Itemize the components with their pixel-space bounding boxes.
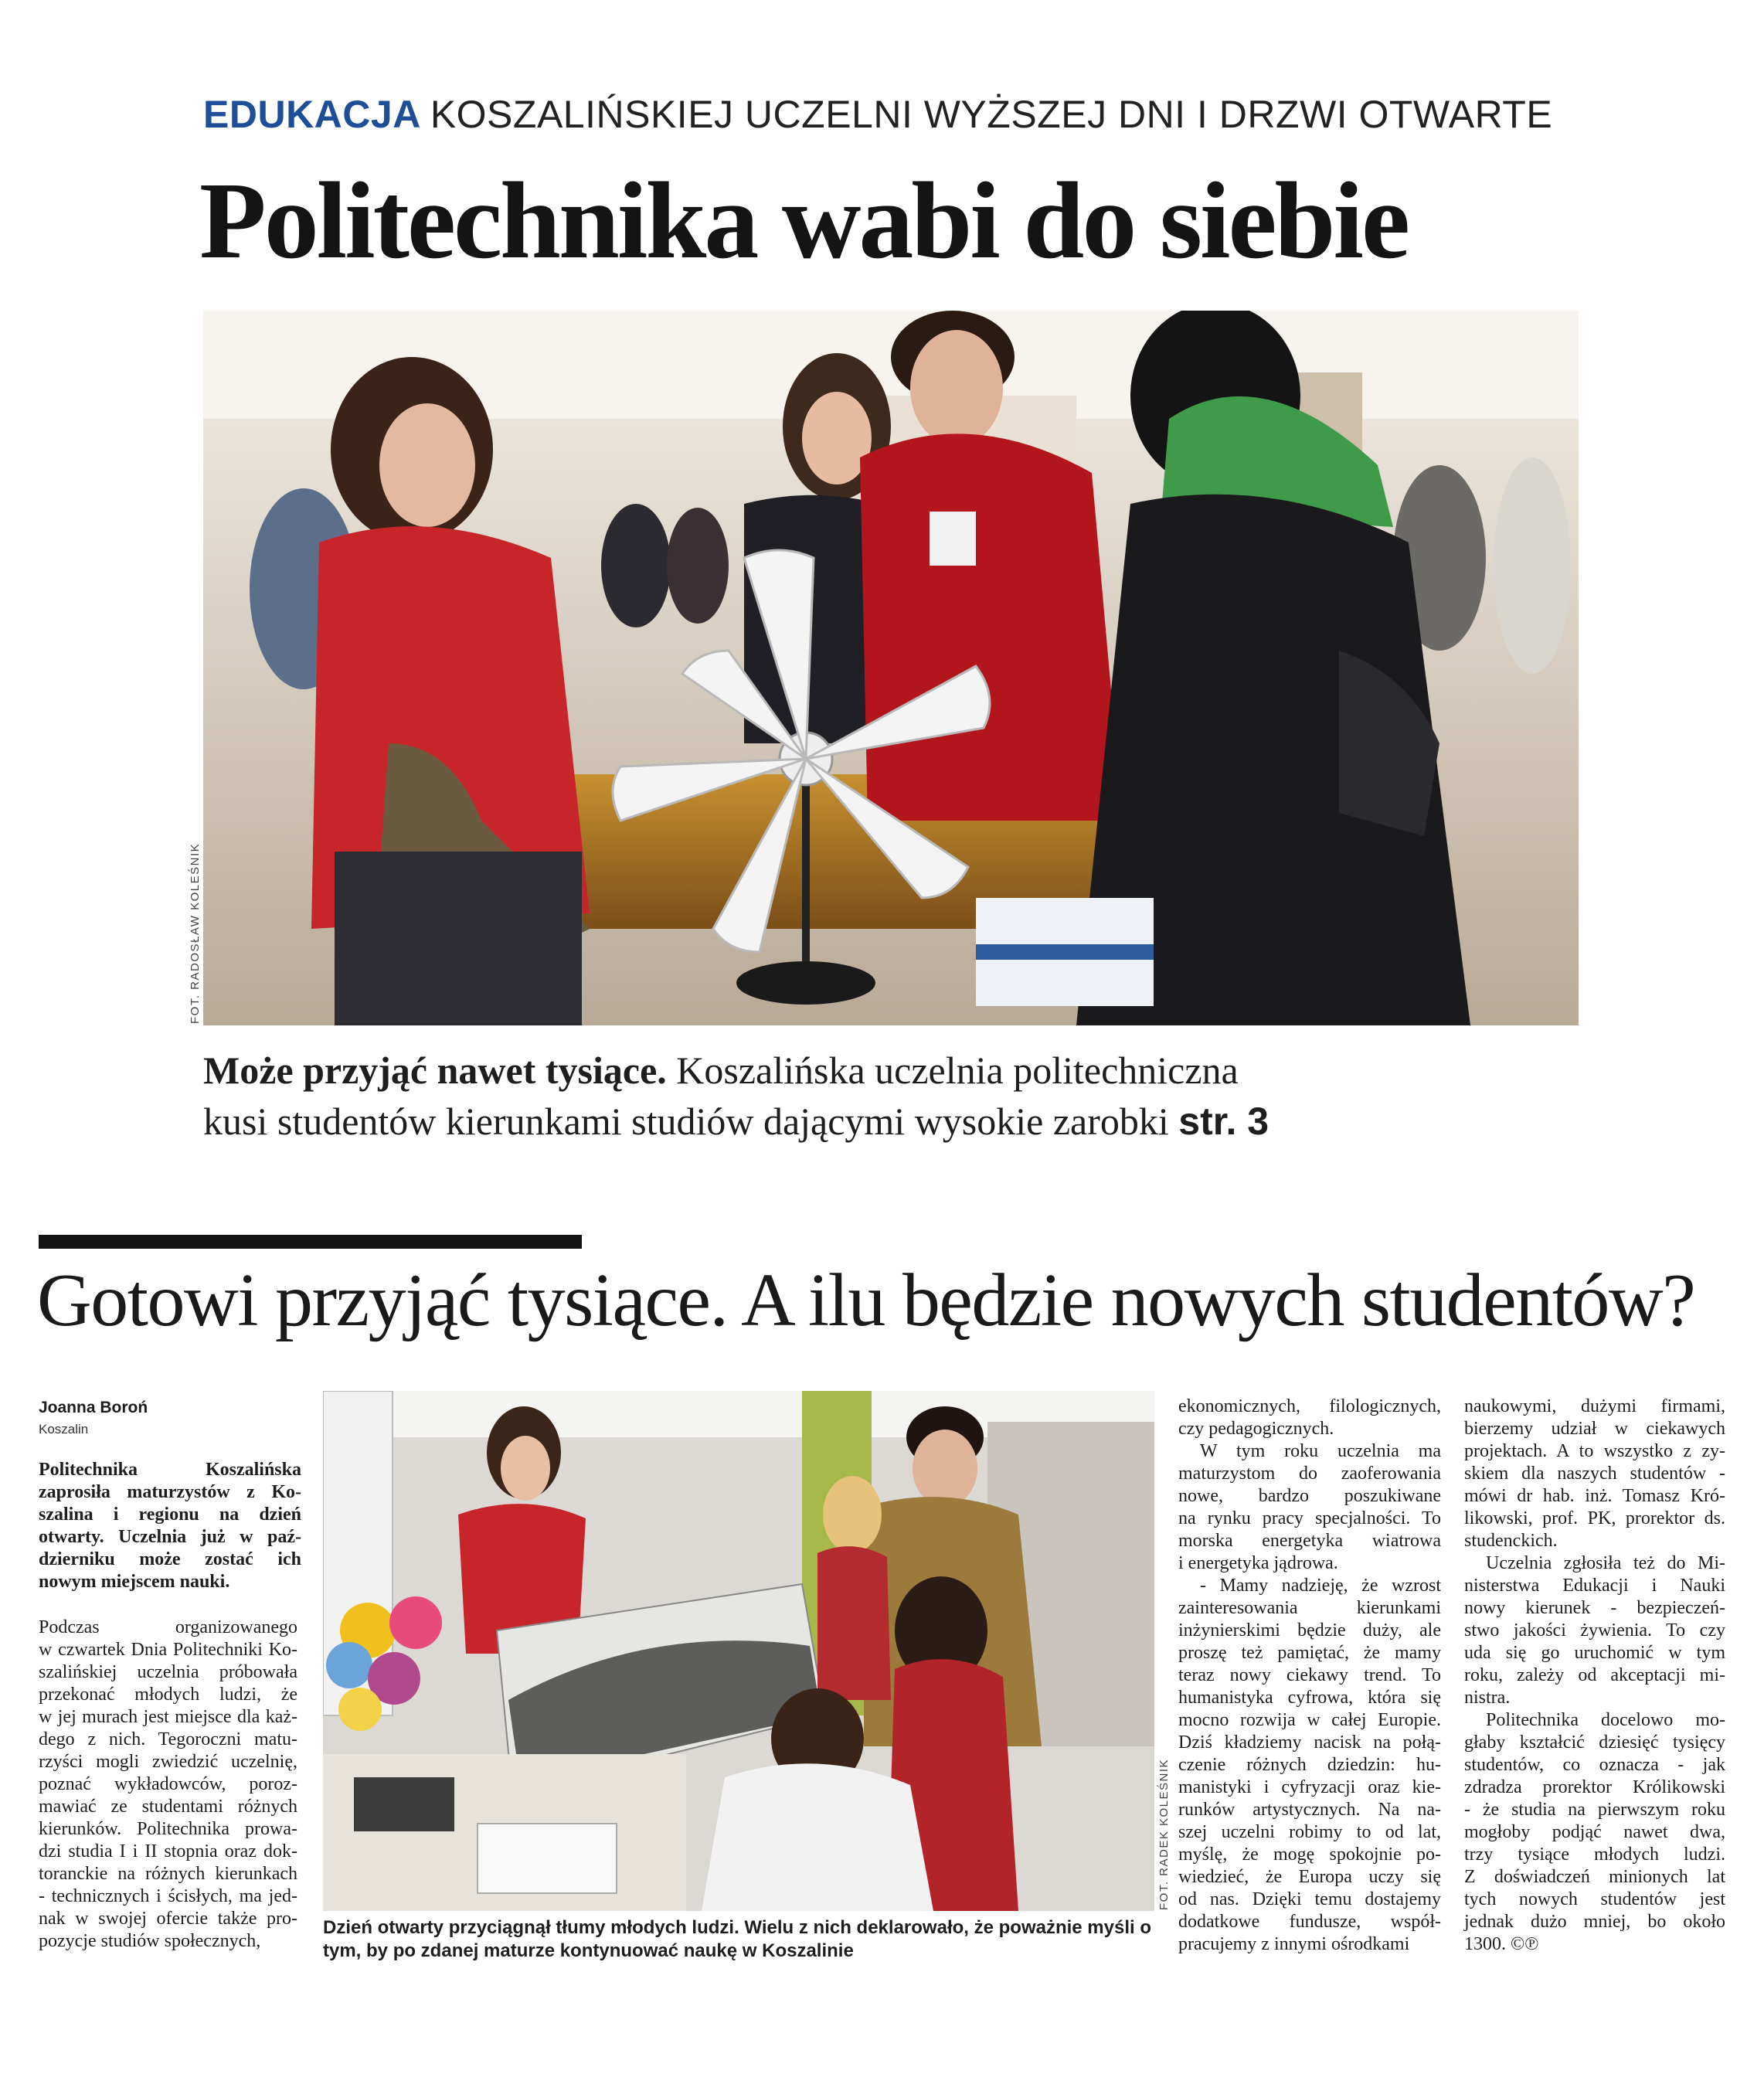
column-line: likowski, prof. PK, prorektor ds. <box>1464 1508 1725 1528</box>
column-line: uda się go uruchomić w tym <box>1464 1643 1725 1663</box>
column-line: teraz nowy ciekawy trend. To <box>1178 1665 1441 1685</box>
column-line: - Mamy nadzieję, że wzrost <box>1200 1576 1441 1596</box>
teaser-line-1 <box>203 1045 1594 1096</box>
column-line: Politechnika docelowo mo- <box>1486 1710 1725 1730</box>
column-line: manistyki i cyfryzacji oraz kie- <box>1178 1777 1441 1797</box>
column-line: jednak dużo mniej, bo około <box>1464 1912 1725 1932</box>
column-line: nowym miejscem nauki. <box>39 1572 230 1592</box>
column-line: stwo jakości żywienia. To czy <box>1464 1620 1725 1640</box>
column-line: humanistyka cyfrowa, która się <box>1178 1688 1441 1708</box>
main-headline: Politechnika wabi do siebie <box>199 159 1408 281</box>
column-line: dzierniku może zostać ich <box>39 1549 301 1569</box>
teaser <box>203 1045 1594 1147</box>
article-column-3 <box>1178 1396 1441 1956</box>
column-line: nowy kierunek - bezpieczeń- <box>1464 1598 1725 1618</box>
teaser-line-2 <box>203 1096 1594 1147</box>
column-line: roku, zależy od akceptacji mi- <box>1464 1665 1725 1685</box>
column-line: Politechnika Koszalińska <box>39 1460 301 1480</box>
column-line: projektach. A to wszystko z zy- <box>1464 1441 1725 1461</box>
column-line: W tym roku uczelnia ma <box>1200 1441 1441 1461</box>
column-line: czenie różnych dziedzin: hu- <box>1178 1755 1441 1775</box>
article-column-1 <box>39 1617 297 1953</box>
column-line: nowe, bardzo poszukiwane <box>1178 1486 1441 1506</box>
column-line: ekonomicznych, filologicznych, <box>1178 1396 1441 1416</box>
column-line: Podczas organizowanego <box>39 1617 297 1637</box>
column-line: zaprosiła maturzystów z Ko- <box>39 1482 301 1502</box>
column-line: tych nowych studentów jest <box>1464 1889 1725 1909</box>
column-line: proszę też pamiętać, że mamy <box>1178 1643 1441 1663</box>
article-city: Koszalin <box>39 1422 89 1436</box>
column-line: Z doświadczeń minionych lat <box>1464 1867 1725 1887</box>
column-line: zainteresowania kierunkami <box>1178 1598 1441 1618</box>
column-line: toranckie na różnych kierunkach <box>39 1864 297 1884</box>
column-line: zdradza prorektor Królikowski <box>1464 1777 1725 1797</box>
teaser-text-1: Koszalińska uczelnia politechniczna <box>676 1049 1239 1092</box>
article-photo-caption: Dzień otwarty przyciągnął tłumy młodych ludzi. Wielu z nich deklarowało, że poważnie myśli o tym, by po zdanej maturze kontynuować naukę w Koszalinie <box>323 1917 1151 1961</box>
column-line: Dziś kładziemy nacisk na połą- <box>1178 1732 1441 1753</box>
column-line: - technicznych i ścisłych, ma jed- <box>39 1886 297 1906</box>
column-line: trzy tysiące młodych ludzi. <box>1464 1844 1725 1865</box>
column-line: Uczelnia zgłosiła też do Mi- <box>1486 1553 1725 1573</box>
column-line: przekonać młodych ludzi, że <box>39 1685 297 1705</box>
article-column-4 <box>1464 1396 1725 1956</box>
column-line: studentów, co oznacza - jak <box>1464 1755 1725 1775</box>
column-line: nak w swojej ofercie także pro- <box>39 1909 297 1929</box>
column-line: w czwartek Dnia Politechniki Ko- <box>39 1640 297 1660</box>
main-photo-illustration <box>203 311 1579 1025</box>
article-headline: Gotowi przyjąć tysiące. A ilu będzie nowych studentów? <box>37 1259 1695 1342</box>
column-line: studenckich. <box>1464 1531 1558 1551</box>
column-line: skiem dla naszych studentów - <box>1464 1464 1725 1484</box>
column-line: głaby kształcić dziesięć tysięcy <box>1464 1732 1725 1753</box>
column-line: i energetyka jądrowa. <box>1178 1553 1338 1573</box>
column-line: w jej murach jest miejsce dla każ- <box>39 1707 297 1727</box>
teaser-page-ref: str. 3 <box>1178 1100 1269 1143</box>
column-line: - że studia na pierwszym roku <box>1464 1800 1725 1820</box>
article-photo-credit: FOT. RADEK KOLEŚNIK <box>1157 1758 1171 1910</box>
column-line: bierzemy udział w ciekawych <box>1464 1419 1725 1439</box>
column-line: mówi dr hab. inż. Tomasz Kró- <box>1464 1486 1725 1506</box>
column-line: od nas. Dzięki temu dostajemy <box>1178 1889 1441 1909</box>
column-line: kierunków. Politechnika prowa- <box>39 1819 297 1839</box>
teaser-text-2: kusi studentów kierunkami studiów dającymi wysokie zarobki <box>203 1100 1169 1143</box>
teaser-lead: Może przyjąć nawet tysiące. <box>203 1049 667 1092</box>
column-line: nistra. <box>1464 1688 1511 1708</box>
column-line: dzi studia I i II stopnia oraz dok- <box>39 1841 297 1862</box>
column-line: naukowymi, dużymi firmami, <box>1464 1396 1725 1416</box>
main-photo-credit: FOT. RADOSŁAW KOLEŚNIK <box>189 842 202 1024</box>
column-line: poznać wykładowców, poroz- <box>39 1774 297 1794</box>
column-line: mogłoby podjąć nawet dwa, <box>1464 1822 1725 1842</box>
column-line: dego z nich. Tegoroczni matu- <box>39 1729 297 1749</box>
article-author: Joanna Boroń <box>39 1399 148 1416</box>
column-line: pozycje studiów społecznych, <box>39 1931 261 1951</box>
column-line: maturzystom do zaoferowania <box>1178 1464 1441 1484</box>
column-line: na rynku pracy specjalności. To <box>1178 1508 1441 1528</box>
column-line: otwarty. Uczelnia już w paź- <box>39 1527 301 1547</box>
kicker-text: KOSZALIŃSKIEJ UCZELNI WYŻSZEJ DNI I DRZWI OTWARTE <box>430 93 1553 136</box>
column-line: szalina i regionu na dzień <box>39 1504 301 1525</box>
column-line: rzyści mogli zwiedzić uczelnię, <box>39 1752 297 1772</box>
article-photo-illustration <box>323 1391 1154 1911</box>
column-line: dodatkowe fundusze, współ- <box>1178 1912 1441 1932</box>
article-rule <box>39 1235 582 1249</box>
section-label: EDUKACJA <box>203 93 421 136</box>
column-line: runków artystycznych. Na na- <box>1178 1800 1441 1820</box>
main-photo <box>203 311 1579 1025</box>
column-line: morska energetyka wiatrowa <box>1178 1531 1441 1551</box>
column-line: pracujemy z innymi ośrodkami <box>1178 1934 1410 1954</box>
column-line: myślę, że mogę spokojnie po- <box>1178 1844 1441 1865</box>
column-line: 1300. ©℗ <box>1464 1934 1539 1954</box>
column-line: czy pedagogicznych. <box>1178 1419 1334 1439</box>
column-line: wiedzieć, że Europa uczy się <box>1178 1867 1441 1887</box>
article-photo <box>323 1391 1154 1911</box>
column-line: szej uczelni robimy to od lat, <box>1178 1822 1441 1842</box>
column-line: mawiać ze studentami różnych <box>39 1797 297 1817</box>
column-line: inżynierskimi będzie duży, ale <box>1178 1620 1441 1640</box>
column-line: szalińskiej uczelnia próbowała <box>39 1662 297 1682</box>
column-line: mocno rozwija w całej Europie. <box>1178 1710 1441 1730</box>
section-kicker <box>203 91 1594 138</box>
column-line: nisterstwa Edukacji i Nauki <box>1464 1576 1725 1596</box>
article-lead <box>39 1459 301 1593</box>
